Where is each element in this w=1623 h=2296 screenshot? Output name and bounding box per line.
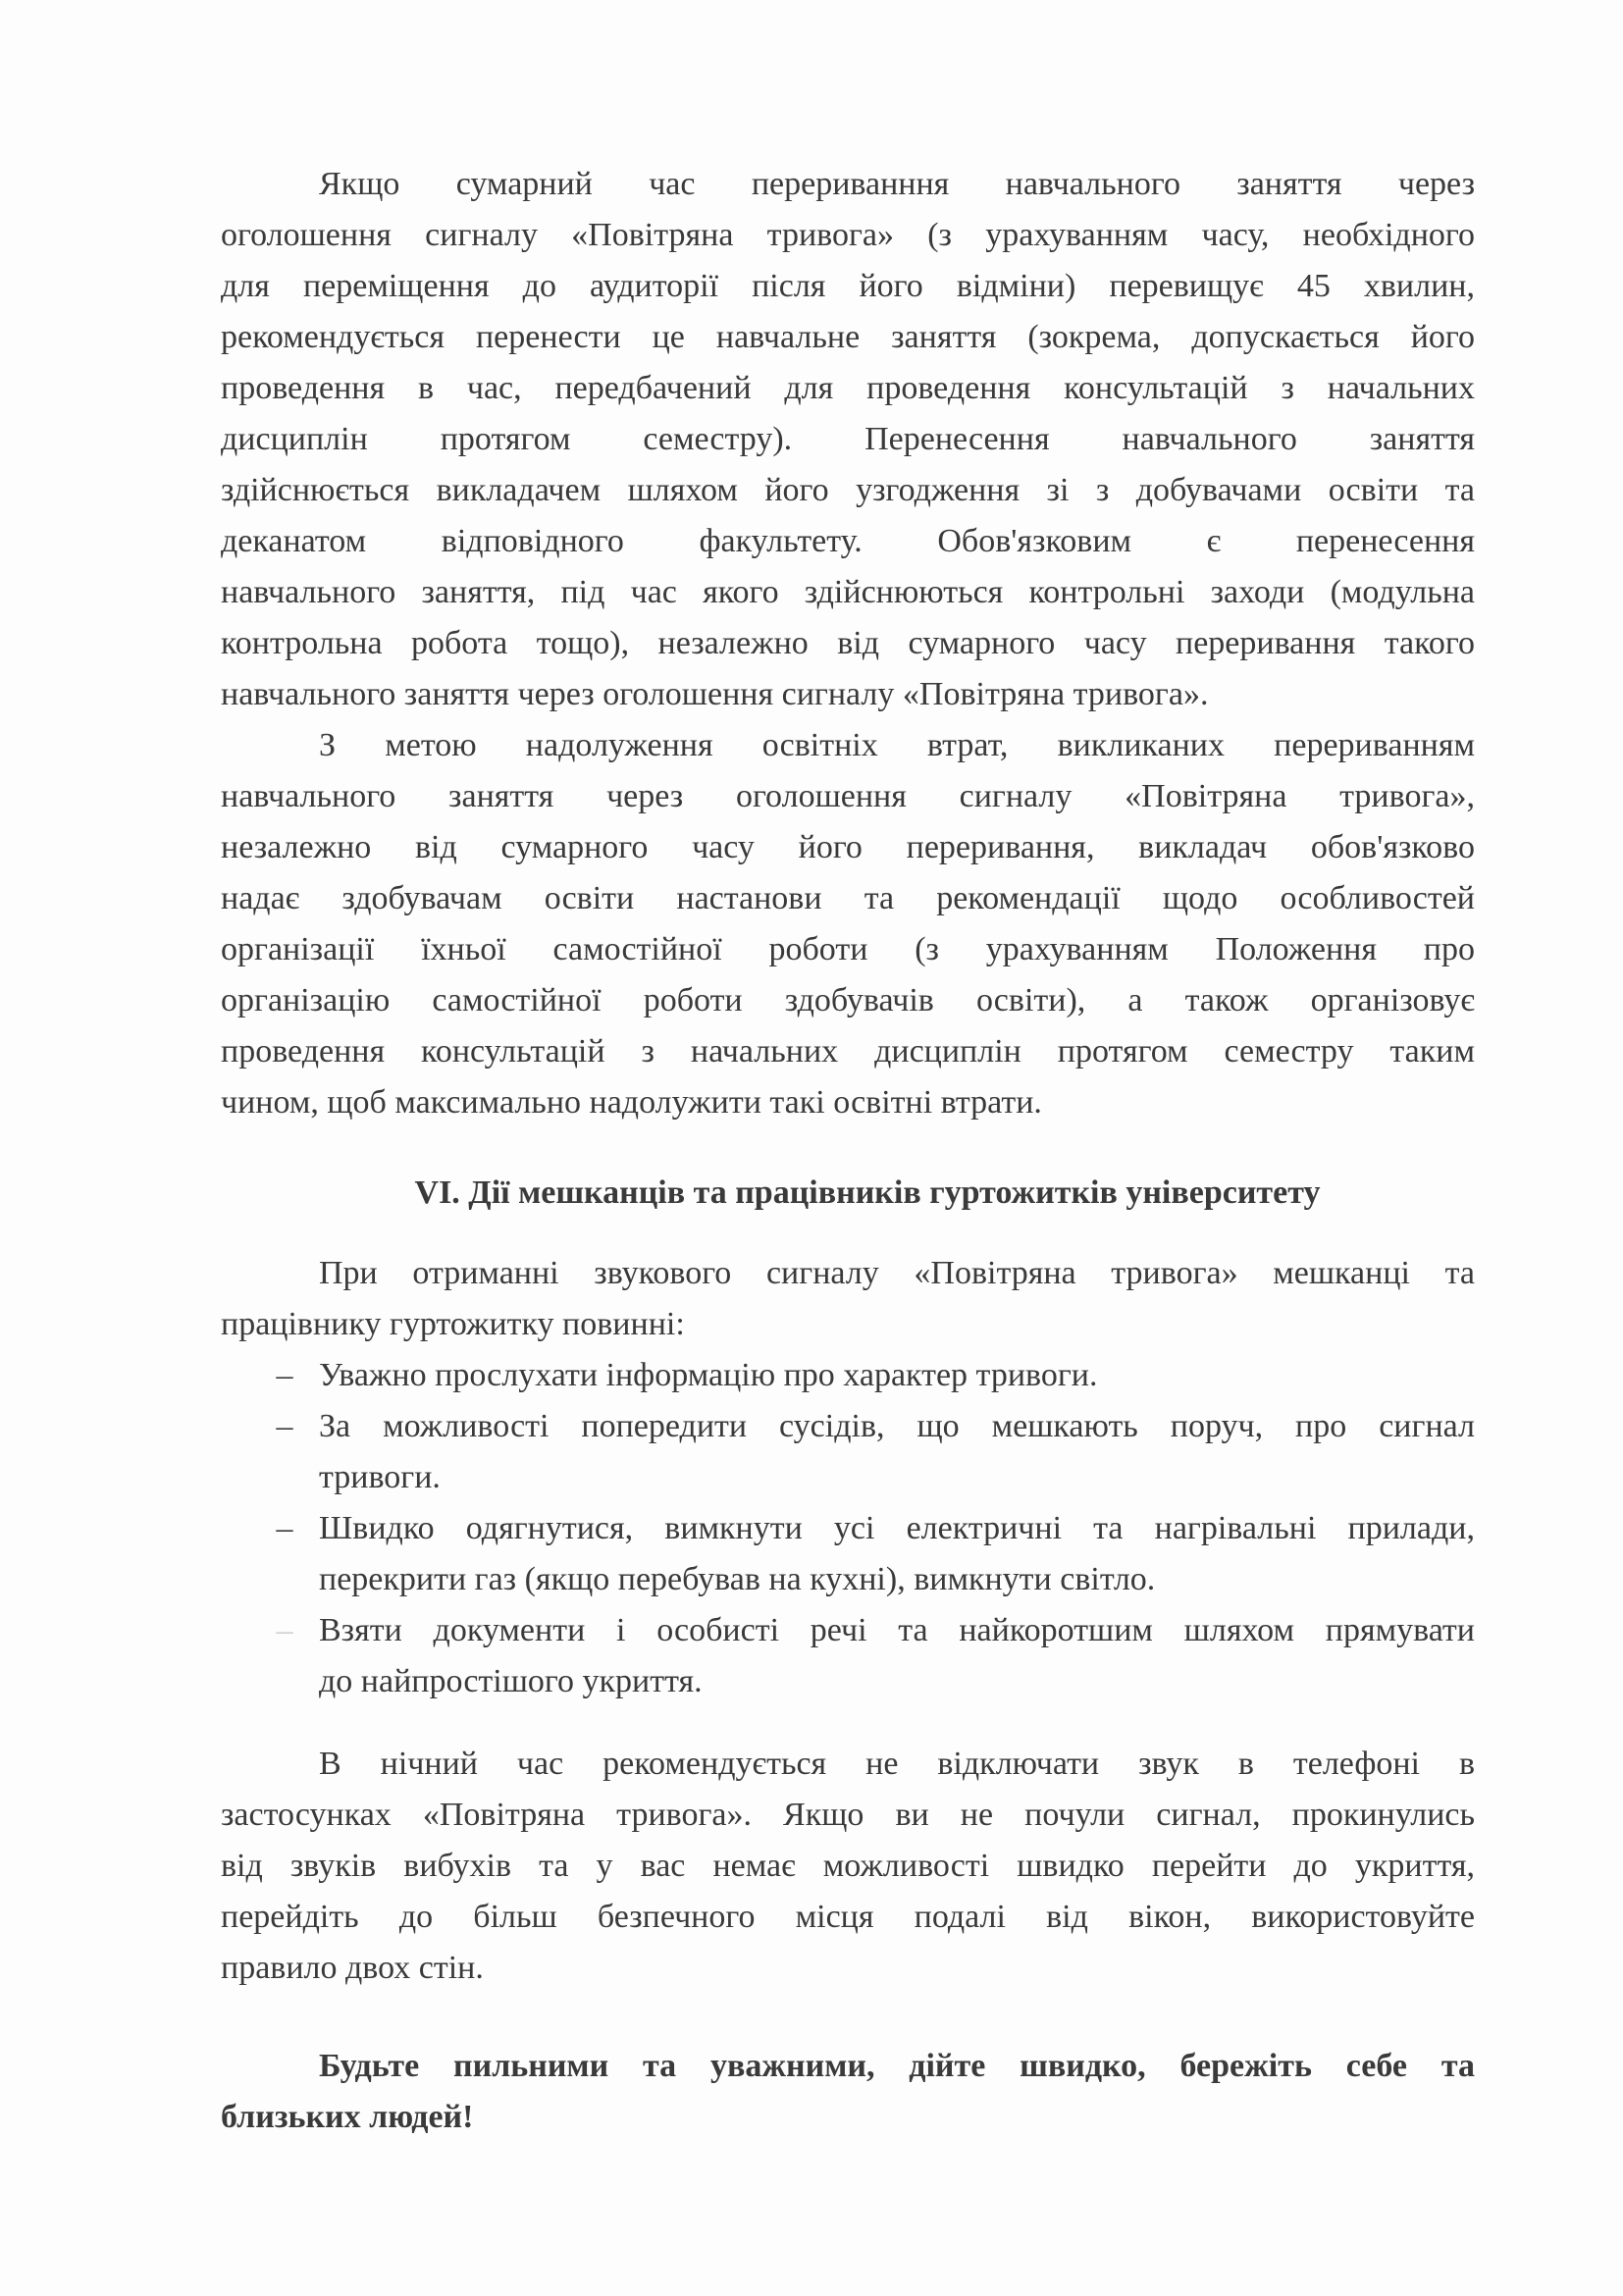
text-line: оголошення сигналу «Повітряна тривога» (з урахуванням часу, необхідного [221, 217, 1475, 253]
text-line: організації їхньої самостійної роботи (з урахуванням Положення про [221, 931, 1475, 967]
text-line: Якщо сумарний час перериванння навчального заняття через [319, 166, 1475, 202]
dash-bullet-icon: – [276, 1612, 293, 1648]
text-line: Швидко одягнутися, вимкнути усі електричні та нагрівальні прилади, [319, 1510, 1475, 1546]
text-line: навчального заняття, під час якого здійснюються контрольні заходи (модульна [221, 574, 1475, 610]
text-line: рекомендується перенести це навчальне заняття (зокрема, допускається його [221, 319, 1475, 355]
text-line: деканатом відповідного факультету. Обов'язковим є перенесення [221, 523, 1475, 559]
text-line: При отриманні звукового сигналу «Повітряна тривога» мешканці та [319, 1255, 1475, 1291]
text-line: здійснюється викладачем шляхом його узгодження зі з добувачами освіти та [221, 472, 1475, 508]
text-line: З метою надолуження освітніх втрат, викликаних перериванням [319, 727, 1475, 763]
text-line: до найпростішого укриття. [319, 1663, 703, 1699]
text-line: для переміщення до аудиторії після його відміни) перевищує 45 хвилин, [221, 268, 1475, 304]
text-line: навчального заняття через оголошення сигналу «Повітряна тривога», [221, 778, 1475, 814]
dash-bullet-icon: – [276, 1408, 293, 1444]
dash-bullet-icon: – [276, 1510, 293, 1546]
text-line: проведення в час, передбачений для проведення консультацій з начальних [221, 370, 1475, 406]
text-line: близьких людей! [221, 2099, 474, 2135]
text-line: дисциплін протягом семестру). Перенесення навчального заняття [221, 421, 1475, 457]
text-line: перейдіть до більш безпечного місця подалі від вікон, використовуйте [221, 1899, 1475, 1935]
dash-bullet-icon: – [276, 1357, 293, 1393]
text-line: Будьте пильними та уважними, дійте швидко, бережіть себе та [319, 2048, 1475, 2084]
text-line: проведення консультацій з начальних дисциплін протягом семестру таким [221, 1033, 1475, 1070]
text-line: працівнику гуртожитку повинні: [221, 1306, 685, 1342]
text-line: навчального заняття через оголошення сигналу «Повітряна тривога». [221, 676, 1209, 712]
text-line: тривоги. [319, 1459, 441, 1495]
text-line: Уважно прослухати інформацію про характер тривоги. [319, 1357, 1098, 1393]
text-line: правило двох стін. [221, 1950, 484, 1986]
text-line: незалежно від сумарного часу його переривання, викладач обов'язково [221, 829, 1475, 865]
text-line: від звуків вибухів та у вас немає можливості швидко перейти до укриття, [221, 1848, 1475, 1884]
text-line: В нічний час рекомендується не відключати звук в телефоні в [319, 1746, 1475, 1782]
text-line: перекрити газ (якщо перебував на кухні), вимкнути світло. [319, 1561, 1156, 1597]
text-line: контрольна робота тощо), незалежно від сумарного часу переривання такого [221, 625, 1475, 661]
text-line: організацію самостійної роботи здобувачів освіти), а також організовує [221, 982, 1475, 1018]
text-line: надає здобувачам освіти настанови та рекомендації щодо особливостей [221, 880, 1475, 916]
text-line: Взяти документи і особисті речі та найкоротшим шляхом прямувати [319, 1612, 1475, 1648]
section-heading: VI. Дії мешканців та працівників гуртожитків університету [414, 1174, 1321, 1211]
text-line: За можливості попередити сусідів, що мешкають поруч, про сигнал [319, 1408, 1475, 1444]
text-line: чином, щоб максимально надолужити такі освітні втрати. [221, 1084, 1042, 1121]
text-line: застосунках «Повітряна тривога». Якщо ви не почули сигнал, прокинулись [221, 1797, 1475, 1833]
